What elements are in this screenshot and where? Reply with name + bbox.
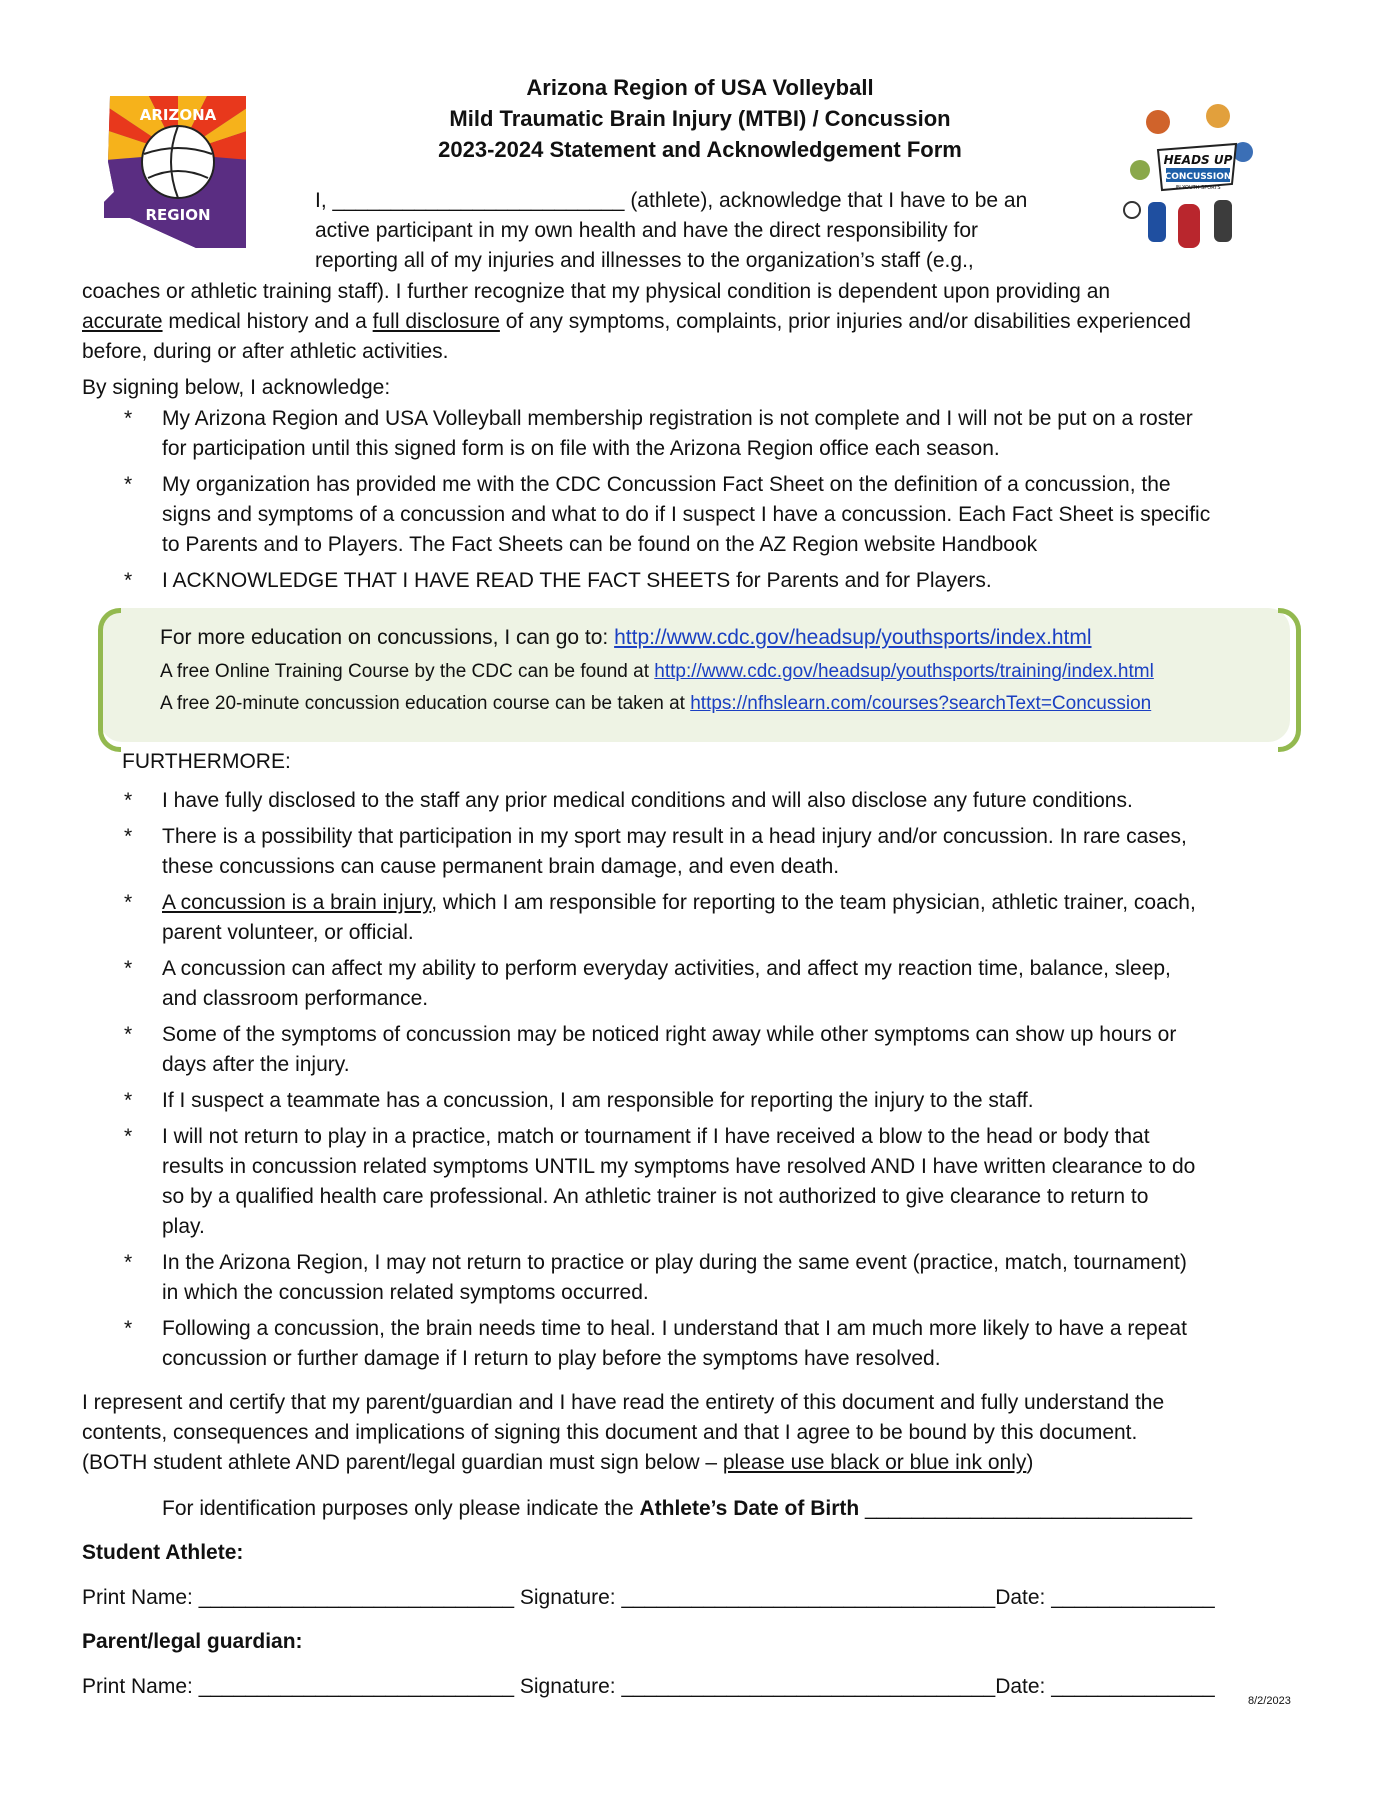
bullet-star: * <box>124 407 133 430</box>
parent-print-name-field[interactable]: ___________________________ <box>198 1675 515 1698</box>
student-signature-field[interactable]: ________________________________ <box>621 1586 996 1609</box>
box-bracket-left <box>98 608 121 752</box>
bullet-star: * <box>124 1089 133 1112</box>
full-disclosure-underlined: full disclosure <box>372 310 500 333</box>
list-item: * My Arizona Region and USA Volleyball membership registration is not complete and I will not be put on a roster for participation until this signed form is on file with the Arizona Region office each season. <box>82 404 1312 464</box>
list-item: * A concussion can affect my ability to perform everyday activities, and affect my reaction time, balance, sleep, and classroom performance. <box>82 954 1312 1014</box>
intro-paragraph-rest <box>82 277 1312 367</box>
svg-text:ARIZONA: ARIZONA <box>139 106 217 124</box>
bullet-star: * <box>124 891 133 914</box>
date-of-birth-line: For identification purposes only please indicate the Athlete’s Date of Birth ____________________________ <box>162 1497 1193 1520</box>
intro-line-5: accurate medical history and a full disclosure of any symptoms, complaints, prior injuries and/or disabilities experienced <box>82 310 1191 333</box>
brain-injury-underlined: A concussion is a brain injury <box>162 891 432 914</box>
bullet-star: * <box>124 1125 133 1148</box>
title-line-2: Mild Traumatic Brain Injury (MTBI) / Concussion <box>449 106 951 131</box>
by-signing-heading: By signing below, I acknowledge: <box>82 376 391 399</box>
bullet-star: * <box>124 957 133 980</box>
intro-line-2: active participant in my own health and have the direct responsibility for <box>315 219 979 242</box>
cdc-training-link[interactable]: http://www.cdc.gov/headsup/youthsports/training/index.html <box>654 661 1154 682</box>
intro-line-1: I, _________________________ (athlete), acknowledge that I have to be an <box>315 189 1028 212</box>
dob-label: Athlete’s Date of Birth <box>639 1497 860 1520</box>
bullet-star: * <box>124 569 133 592</box>
acknowledge-list <box>82 404 1312 602</box>
parent-signature-field[interactable]: ________________________________ <box>621 1675 996 1698</box>
heads-up-concussion-logo <box>1118 92 1268 257</box>
title-line-3: 2023-2024 Statement and Acknowledgement Form <box>438 137 962 162</box>
intro-paragraph-indented <box>315 186 1095 276</box>
education-line-1: For more education on concussions, I can go to: http://www.cdc.gov/headsup/youthsports/index.html <box>160 626 1092 649</box>
intro-line-4: coaches or athletic training staff). I further recognize that my physical condition is dependent upon providing an <box>82 280 1111 303</box>
education-line-2: A free Online Training Course by the CDC can be found at http://www.cdc.gov/headsup/youthsports/training/index.html <box>160 661 1154 682</box>
parent-signature-row: Print Name: ___________________________ Signature: ________________________________Date: ______________ <box>82 1675 1215 1698</box>
bullet-star: * <box>124 789 133 812</box>
list-item: * In the Arizona Region, I may not return to practice or play during the same event (practice, match, tournament) in which the concussion related symptoms occurred. <box>82 1248 1312 1308</box>
student-date-field[interactable]: ______________ <box>1051 1586 1215 1609</box>
student-athlete-heading: Student Athlete: <box>82 1541 244 1564</box>
list-item: * Some of the symptoms of concussion may be noticed right away while other symptoms can show up hours or days after the injury. <box>82 1020 1312 1080</box>
form-title <box>300 72 1100 165</box>
intro-line-6: before, during or after athletic activities. <box>82 340 449 363</box>
footer-date: 8/2/2023 <box>1248 1695 1291 1707</box>
list-item: * There is a possibility that participation in my sport may result in a head injury and/or concussion. In rare cases, these concussions can cause permanent brain damage, and even death. <box>82 822 1312 882</box>
svg-text:CONCUSSION: CONCUSSION <box>1164 172 1232 182</box>
list-item: * I have fully disclosed to the staff any prior medical conditions and will also disclose any future conditions. <box>82 786 1312 816</box>
list-item: * I will not return to play in a practice, match or tournament if I have received a blow to the head or body that results in concussion related symptoms UNTIL my symptoms have resolved AND I have written clearance to do so by a qualified health care professional. An athletic trainer is not authorized to give clearance to return to play. <box>82 1122 1312 1242</box>
list-item: * I ACKNOWLEDGE THAT I HAVE READ THE FACT SHEETS for Parents and for Players. <box>82 566 1312 596</box>
bullet-star: * <box>124 473 133 496</box>
parent-guardian-heading: Parent/legal guardian: <box>82 1630 303 1653</box>
svg-text:REGION: REGION <box>145 206 211 224</box>
list-item: * If I suspect a teammate has a concussion, I am responsible for reporting the injury to the staff. <box>82 1086 1312 1116</box>
education-line-3: A free 20-minute concussion education course can be taken at https://nfhslearn.com/courses?searchText=Concussion <box>160 693 1152 714</box>
cdc-headsup-link[interactable]: http://www.cdc.gov/headsup/youthsports/index.html <box>614 626 1092 649</box>
dob-field[interactable]: ____________________________ <box>859 1497 1193 1520</box>
bullet-star: * <box>124 1023 133 1046</box>
accurate-underlined: accurate <box>82 310 163 333</box>
svg-text:HEADS UP: HEADS UP <box>1163 153 1233 167</box>
title-line-1: Arizona Region of USA Volleyball <box>526 75 874 100</box>
arizona-region-logo <box>104 92 252 252</box>
student-signature-row: Print Name: ___________________________ Signature: ________________________________Date: ______________ <box>82 1586 1215 1609</box>
svg-text:IN YOUTH SPORTS: IN YOUTH SPORTS <box>1175 185 1221 191</box>
certification-paragraph: I represent and certify that my parent/guardian and I have read the entirety of this document and fully understand the contents, consequences and implications of signing this document and that I agree to be bound by this document. (BOTH student athlete AND parent/legal guardian must sign below – please use black or blue ink only) <box>82 1391 1165 1474</box>
ink-instruction-underlined: please use black or blue ink only <box>722 1451 1027 1474</box>
bullet-star: * <box>124 1317 133 1340</box>
furthermore-list <box>82 786 1312 1380</box>
list-item: * My organization has provided me with the CDC Concussion Fact Sheet on the definition of a concussion, the signs and symptoms of a concussion and what to do if I suspect I have a concussion. Each Fact Sheet is specific to Parents and to Players. The Fact Sheets can be found on the AZ Region website Handbook <box>82 470 1312 560</box>
furthermore-heading: FURTHERMORE: <box>122 750 291 773</box>
list-item: * Following a concussion, the brain needs time to heal. I understand that I am much more likely to have a repeat concussion or further damage if I return to play before the symptoms have resolved. <box>82 1314 1312 1374</box>
list-item: * A concussion is a brain injury, which I am responsible for reporting to the team physician, athletic trainer, coach, parent volunteer, or official. <box>82 888 1312 948</box>
bullet-star: * <box>124 1251 133 1274</box>
bullet-star: * <box>124 825 133 848</box>
box-bracket-right <box>1278 608 1301 752</box>
parent-date-field[interactable]: ______________ <box>1051 1675 1215 1698</box>
intro-line-3: reporting all of my injuries and illnesses to the organization’s staff (e.g., <box>315 249 974 272</box>
nfhs-course-link[interactable]: https://nfhslearn.com/courses?searchText=Concussion <box>690 693 1152 714</box>
student-print-name-field[interactable]: ___________________________ <box>198 1586 515 1609</box>
